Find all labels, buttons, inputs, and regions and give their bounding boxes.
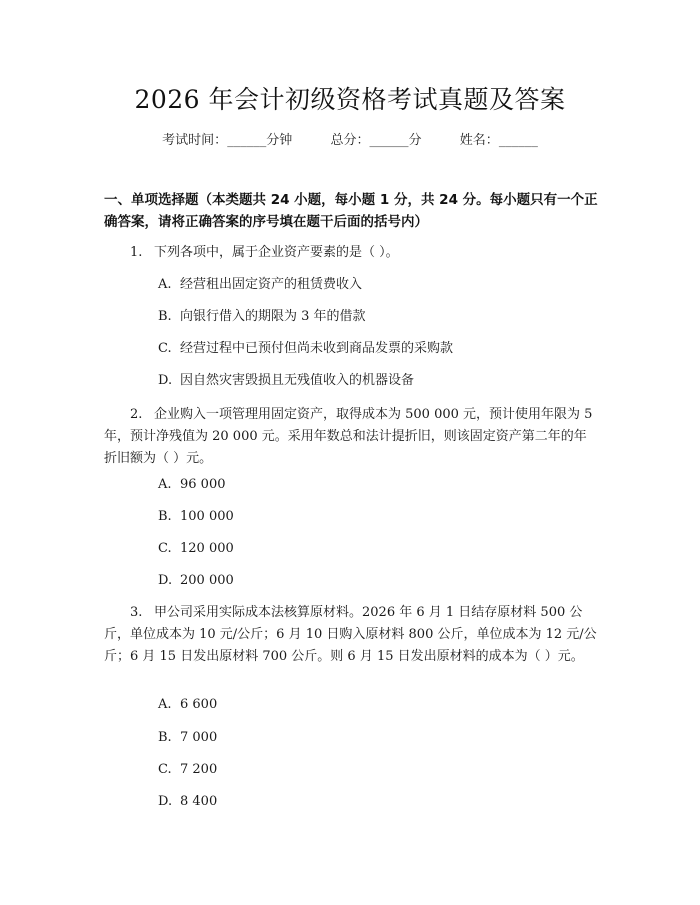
- option-letter: D.: [158, 373, 173, 388]
- option-text: 经营过程中已预付但尚未收到商品发票的采购款: [180, 341, 454, 356]
- exam-info-line: [0, 132, 700, 150]
- option-3b: [158, 729, 217, 747]
- option-text: 6 600: [180, 697, 218, 712]
- score-unit: 分: [408, 133, 422, 148]
- option-2b: [158, 508, 234, 526]
- option-letter: A.: [158, 477, 172, 492]
- question-1: [104, 242, 598, 264]
- question-number: 1.: [130, 245, 143, 260]
- time-blank: ______: [227, 133, 267, 148]
- option-text: 8 400: [180, 794, 218, 809]
- option-1a: [158, 276, 362, 294]
- option-1d: [158, 372, 414, 390]
- name-label: 姓名：: [459, 133, 499, 148]
- option-letter: C.: [158, 762, 172, 777]
- option-3d: [158, 793, 217, 811]
- question-text: 企业购入一项管理用固定资产，取得成本为 500 000 元，预计使用年限为 5 年，预计净残值为 20 000 元。采用年数总和法计提折旧，则该固定资产第二年的年折旧额为（ ）元。: [104, 407, 593, 466]
- question-text: 下列各项中，属于企业资产要素的是（ ）。: [154, 245, 399, 260]
- option-text: 96 000: [180, 477, 226, 492]
- section-heading: 一、单项选择题（本类题共 24 小题，每小题 1 分，共 24 分。每小题只有一个正确答案，请将正确答案的序号填在题干后面的括号内）: [104, 192, 598, 230]
- option-letter: A.: [158, 697, 172, 712]
- time-unit: 分钟: [266, 133, 293, 148]
- option-1b: [158, 308, 366, 326]
- score-blank: ______: [369, 133, 409, 148]
- time-label: 考试时间：: [162, 133, 228, 148]
- option-3a: [158, 696, 217, 714]
- option-letter: A.: [158, 277, 172, 292]
- option-letter: D.: [158, 573, 173, 588]
- option-letter: B.: [158, 509, 172, 524]
- question-3: [104, 602, 598, 668]
- option-text: 200 000: [180, 573, 234, 588]
- option-text: 7 000: [180, 730, 218, 745]
- option-text: 向银行借入的期限为 3 年的借款: [180, 309, 366, 324]
- option-text: 经营租出固定资产的租赁费收入: [180, 277, 363, 292]
- option-letter: C.: [158, 541, 172, 556]
- option-text: 100 000: [180, 509, 234, 524]
- option-letter: B.: [158, 309, 172, 324]
- option-1c: [158, 340, 453, 358]
- name-blank: ______: [498, 133, 538, 148]
- option-3c: [158, 761, 217, 779]
- option-letter: B.: [158, 730, 172, 745]
- page-title: 2026 年会计初级资格考试真题及答案: [134, 85, 566, 114]
- question-text: 甲公司采用实际成本法核算原材料。2026 年 6 月 1 日结存原材料 500 公斤，单位成本为 10 元/公斤；6 月 10 日购入原材料 800 公斤，单位成本为 12 元/公斤；6 月 15 日发出原材料 700 公斤。则 6 月 15 日发出原材料的成本为（ ）元。: [104, 605, 597, 664]
- option-letter: D.: [158, 794, 173, 809]
- option-2a: [158, 476, 226, 494]
- option-letter: C.: [158, 341, 172, 356]
- option-2c: [158, 540, 234, 558]
- option-2d: [158, 572, 234, 590]
- score-label: 总分：: [330, 133, 370, 148]
- option-text: 因自然灾害毁损且无残值收入的机器设备: [180, 373, 415, 388]
- question-number: 3.: [130, 605, 143, 620]
- question-number: 2.: [130, 407, 143, 422]
- option-text: 120 000: [180, 541, 234, 556]
- question-2: [104, 404, 598, 470]
- option-text: 7 200: [180, 762, 218, 777]
